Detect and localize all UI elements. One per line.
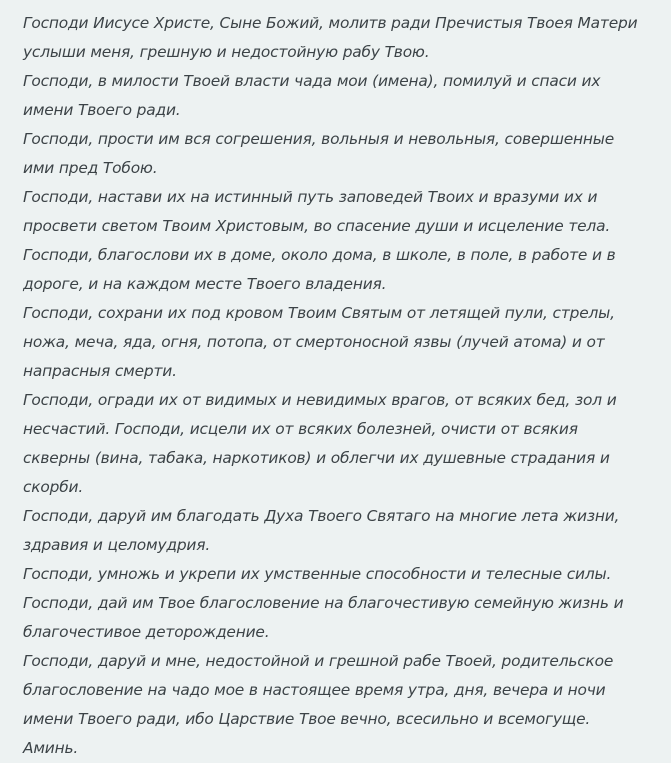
- prayer-paragraph: Господи, сохрани их под кровом Твоим Святым от летящей пули, стрелы, ножа, меча, яда, огня, потопа, от смертоносной язвы (лучей атома) и от напрасныя смерти.: [23, 304, 615, 380]
- prayer-paragraph: Господи, даруй и мне, недостойной и грешной рабе Твоей, родительское благословение на чадо мое в настоящее время утра, дня, вечера и ночи имени Твоего ради, ибо Царствие Твое вечно, всесильно и всемогуще. Аминь.: [23, 652, 614, 757]
- prayer-paragraph: Господи Иисусе Христе, Сыне Божий, молитв ради Пречистыя Твоея Матери услыши меня, грешную и недостойную рабу Твою.: [23, 14, 638, 61]
- prayer-paragraph: Господи, прости им вся согрешения, вольныя и невольныя, совершенные ими пред Тобою.: [23, 130, 615, 177]
- prayer-paragraph: Господи, дай им Твое благословение на благочестивую семейную жизнь и благочестивое деторождение.: [23, 594, 624, 641]
- prayer-paragraph: Господи, благослови их в доме, около дома, в школе, в поле, в работе и в дороге, и на каждом месте Твоего владения.: [23, 246, 616, 293]
- prayer-text-block: [23, 9, 649, 763]
- prayer-paragraph: Господи, умножь и укрепи их умственные способности и телесные силы.: [23, 565, 612, 583]
- prayer-paragraph: Господи, даруй им благодать Духа Твоего Святаго на многие лета жизни, здравия и целомудрия.: [23, 507, 620, 554]
- prayer-paragraph: Господи, в милости Твоей власти чада мои (имена), помилуй и спаси их имени Твоего ради.: [23, 72, 601, 119]
- prayer-paragraph: Господи, огради их от видимых и невидимых врагов, от всяких бед, зол и несчастий. Господи, исцели их от всяких болезней, очисти от всякия скверны (вина, табака, наркотиков) и облегчи их душевные страдания и скорби.: [23, 391, 617, 496]
- prayer-paragraph: Господи, настави их на истинный путь заповедей Твоих и вразуми их и просвети светом Твоим Христовым, во спасение души и исцеление тела.: [23, 188, 611, 235]
